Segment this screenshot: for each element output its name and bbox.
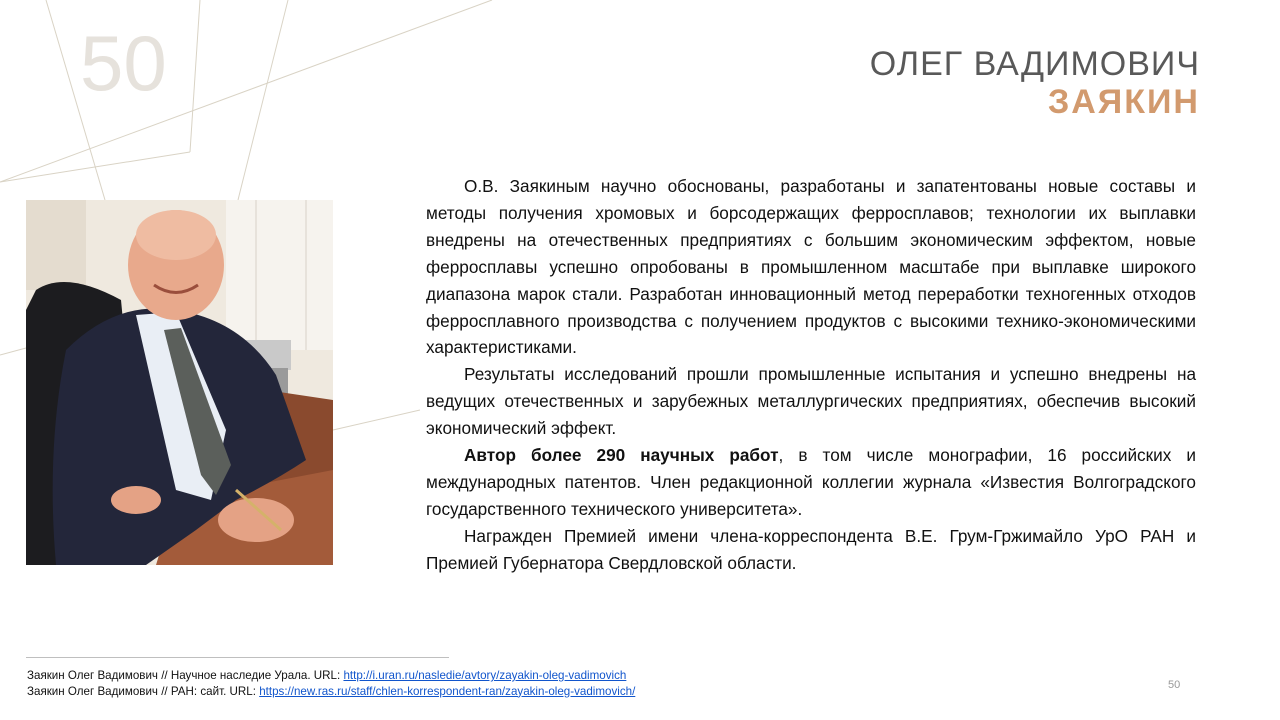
reference-1-link[interactable]: http://i.uran.ru/nasledie/avtory/zayakin-oleg-vadimovich bbox=[343, 669, 627, 682]
bio-paragraph-2: Результаты исследований прошли промышленные испытания и успешно внедрены на ведущих отечественных и зарубежных металлургических предприятиях, обеспечив высокий экономический эффект. bbox=[426, 364, 1196, 439]
page-number: 50 bbox=[1168, 679, 1181, 691]
biography-text bbox=[426, 173, 1196, 577]
bio-paragraph-1: О.В. Заякиным научно обоснованы, разработаны и запатентованы новые составы и методы получения хромовых и борсодержащих ферросплавов; технологии их выплавки внедрены на отечественных предприятиях с большим экономическим эффектом, новые ферросплавы успешно опробованы в промышленном масштабе при выплавке широкого диапазона марок стали. Разработан инновационный метод переработки техногенных отходов ферросплавного производства с получением продуктов с высокими технико-экономическими характеристиками. bbox=[426, 176, 1196, 358]
bio-paragraph-4: Награжден Премией имени члена-корреспондента В.Е. Грум-Гржимайло УрО РАН и Премией Губернатора Свердловской области. bbox=[426, 525, 1196, 573]
person-name-last: ЗАЯКИН bbox=[1047, 83, 1200, 121]
bio-highlight: Автор более 290 научных работ bbox=[464, 445, 779, 466]
portrait-illustration bbox=[26, 200, 333, 565]
bio-paragraph-3 bbox=[426, 442, 1196, 523]
slide-number-large: 50 bbox=[80, 19, 167, 107]
reference-1-text: Заякин Олег Вадимович // Научное наследие Урала. URL: bbox=[27, 669, 344, 682]
reference-2-text: Заякин Олег Вадимович // РАН: сайт. URL: bbox=[27, 684, 260, 698]
person-name-first: ОЛЕГ ВАДИМОВИЧ bbox=[869, 45, 1200, 83]
bio-paragraph-3-rest: , в том числе монографии, 16 российских и международных патентов. Член редакционной коллегии журнала «Известия Волгоградского государственного технического университета». bbox=[426, 445, 1196, 519]
references bbox=[27, 668, 635, 699]
reference-1 bbox=[27, 668, 635, 684]
footer-divider bbox=[26, 657, 449, 658]
portrait-photo bbox=[26, 200, 333, 565]
reference-2-link[interactable]: https://new.ras.ru/staff/chlen-korrespondent-ran/zayakin-oleg-vadimovich/ bbox=[259, 684, 636, 698]
reference-2 bbox=[27, 684, 635, 700]
